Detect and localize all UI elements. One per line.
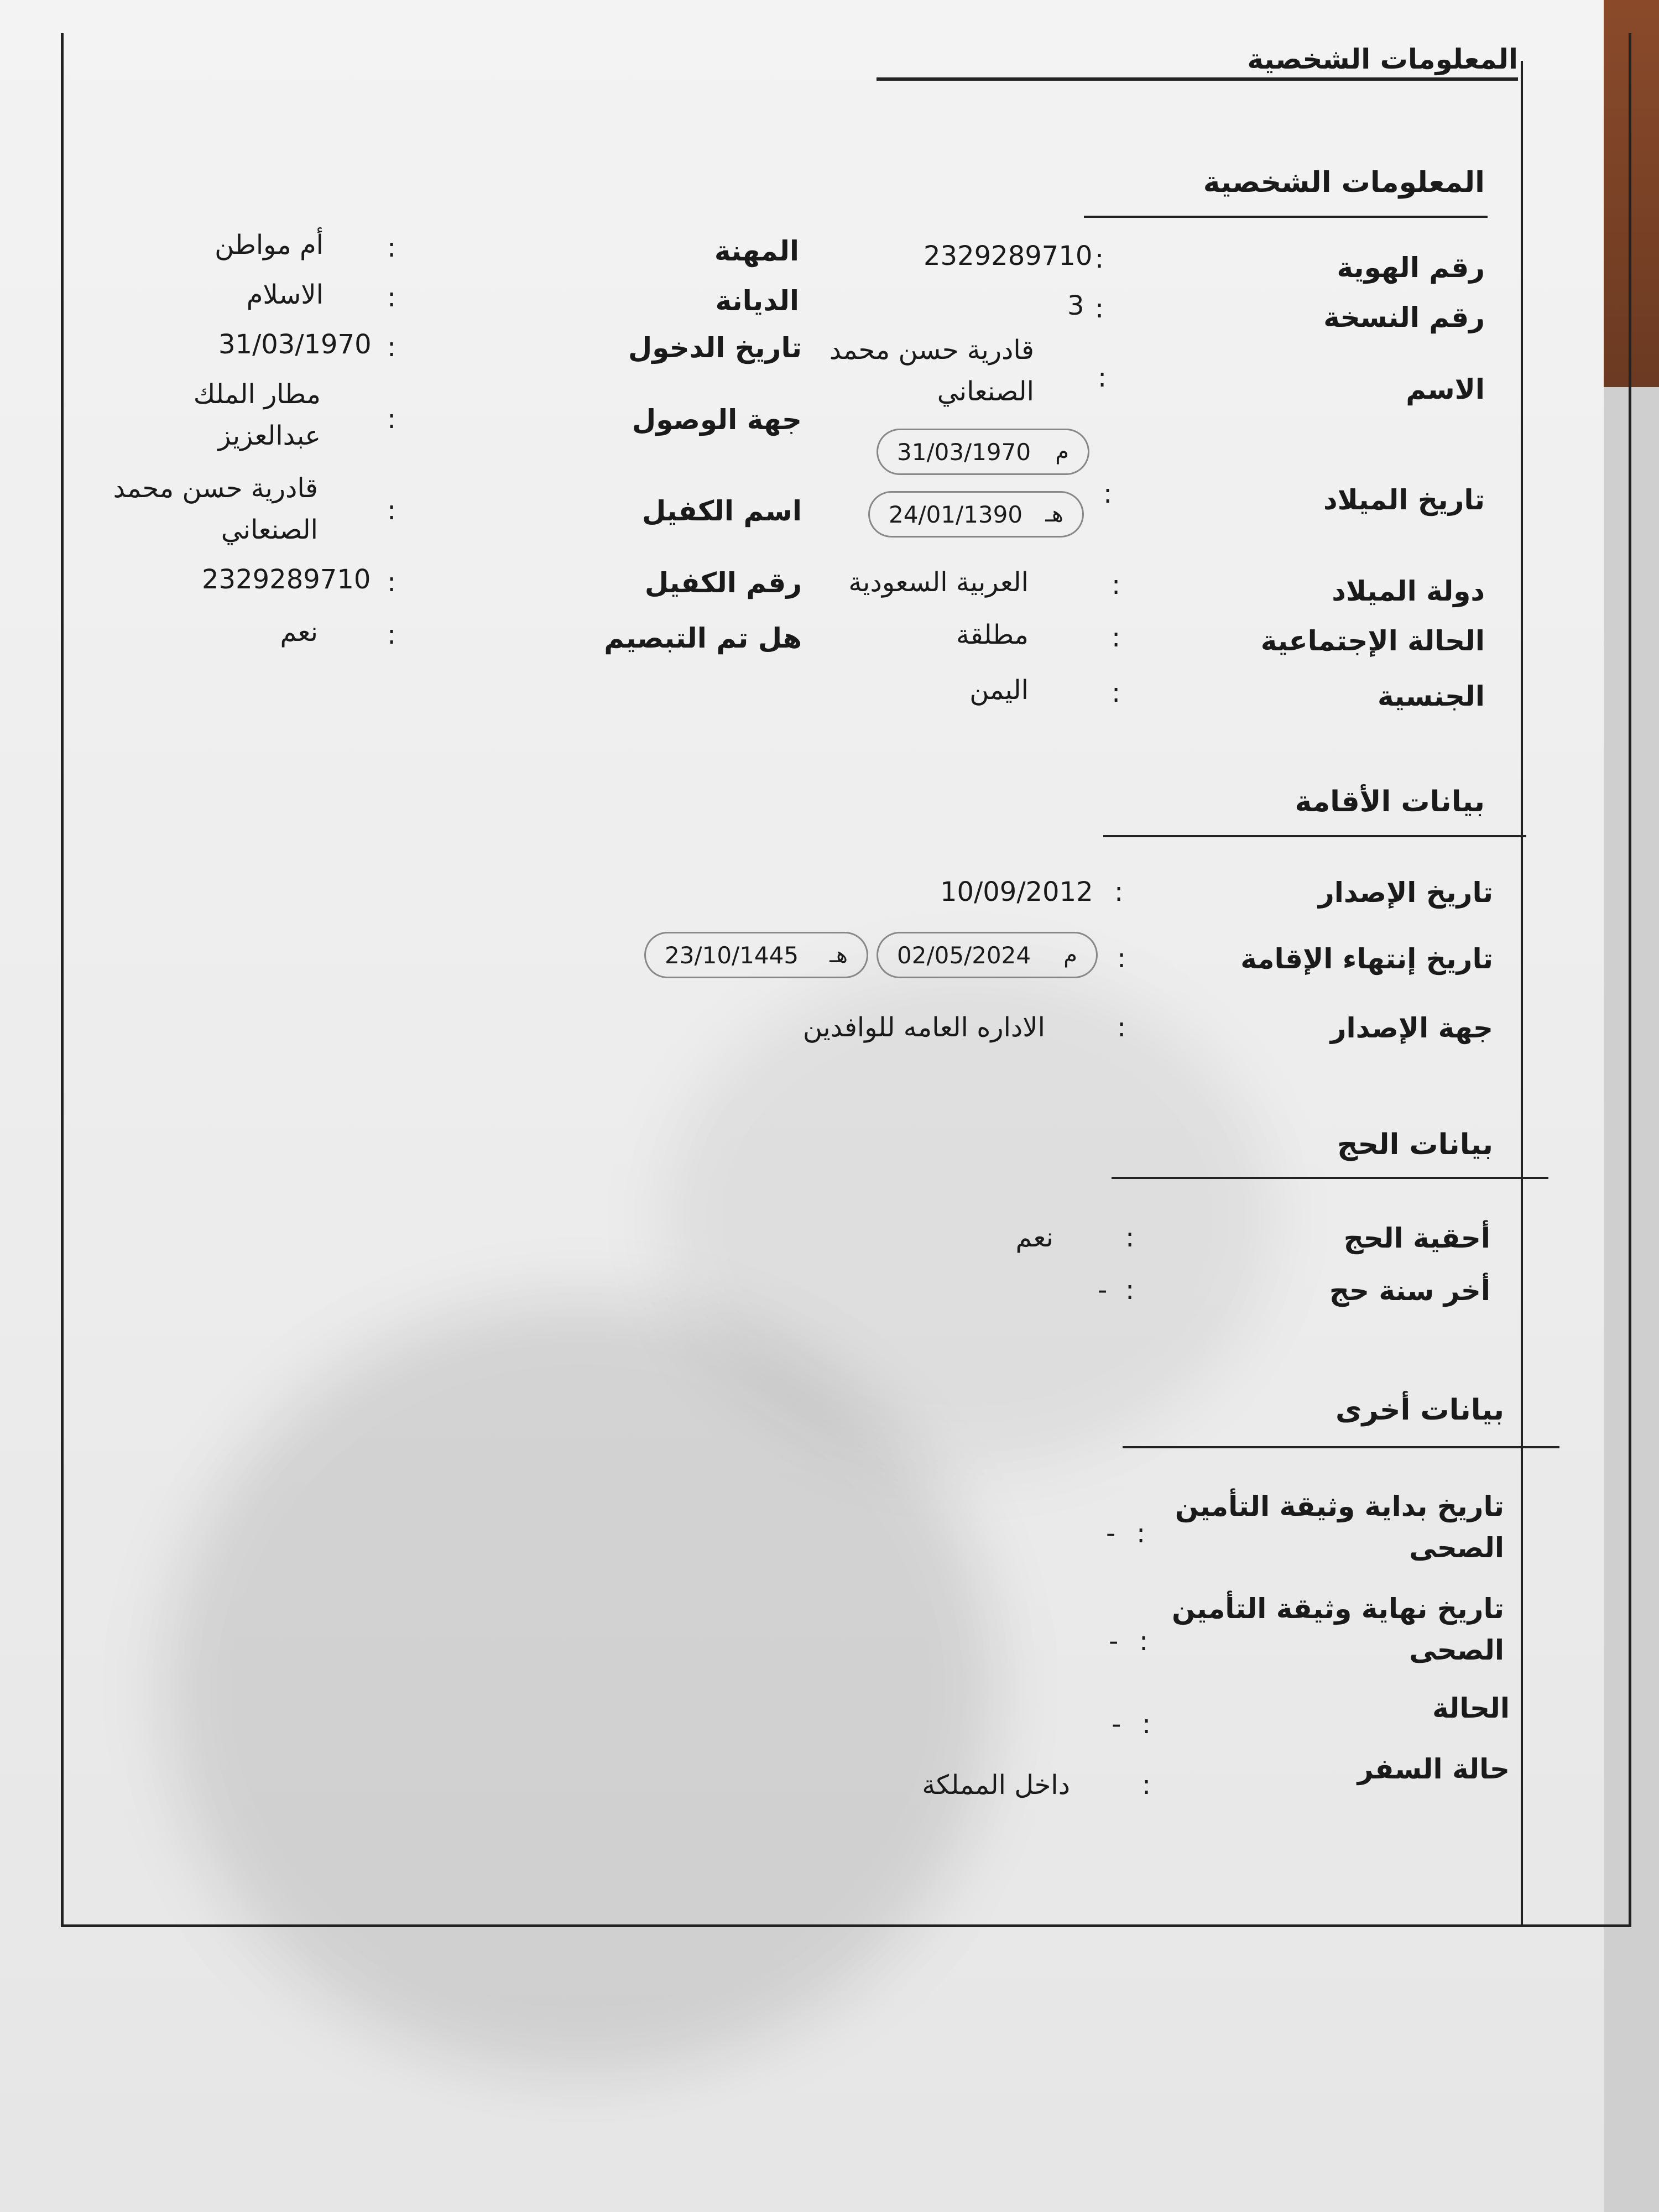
issuing-authority-label: جهة الإصدار [1330,1012,1493,1044]
colon: : [1114,877,1124,907]
status-label: الحالة [1432,1692,1510,1724]
colon: : [1095,293,1104,324]
hajj-eligibility-value: نعم [1015,1222,1053,1253]
colon: : [1142,1709,1151,1740]
birth-country-label: دولة الميلاد [1332,575,1485,607]
name-value-line1: قادرية حسن محمد [829,335,1034,366]
arrival-point-value-line2: عبدالعزيز [218,420,321,451]
section-rule [1084,216,1488,218]
travel-status-value: داخل المملكة [922,1770,1070,1801]
header-rule [877,77,1518,81]
arrival-point-label: جهة الوصول [632,404,802,436]
nationality-label: الجنسية [1378,680,1485,712]
colon: : [1103,478,1113,509]
colon: : [1112,677,1121,708]
insurance-end-label-line1: تاريخ نهاية وثيقة التأمين [1171,1593,1504,1625]
hajj-eligibility-label: أحقية الحج [1343,1222,1490,1254]
colon: : [387,232,397,263]
page-header-title: المعلومات الشخصية [1247,43,1518,75]
colon: : [1098,362,1107,393]
insurance-end-label-line2: الصحى [1409,1634,1504,1666]
birth-date-hijri-value: 24/01/1390 [889,500,1023,528]
residence-expiry-label: تاريخ إنتهاء الإقامة [1240,943,1493,975]
residence-expiry-gregorian-value: 02/05/2024 [897,941,1031,969]
birth-date-label: تاريخ الميلاد [1323,484,1485,516]
colon: : [387,567,397,598]
section-title-hajj: بيانات الحج [1337,1128,1493,1161]
colon: : [1139,1626,1149,1657]
colon: : [387,619,397,650]
colon: : [387,404,397,435]
sponsor-name-value-line2: الصنعاني [221,514,318,545]
fingerprint-label: هل تم التبصيم [604,622,802,654]
colon: : [1125,1222,1135,1253]
colon: : [387,495,397,526]
colon: : [1136,1518,1146,1549]
insurance-start-label-line2: الصحى [1409,1532,1504,1564]
entry-date-value: 31/03/1970 [218,329,372,360]
insurance-start-label-line1: تاريخ بداية وثيقة التأمين [1175,1490,1504,1522]
entry-date-label: تاريخ الدخول [628,332,802,364]
residence-expiry-gregorian [877,932,1098,978]
colon: : [387,282,397,313]
gregorian-mark: م [1055,439,1069,465]
sponsor-name-value-line1: قادرية حسن محمد [113,473,318,504]
last-hajj-year-value: - [1098,1275,1108,1306]
colon: : [1112,570,1121,601]
arrival-point-value-line1: مطار الملك [193,379,321,410]
section-title-residence: بيانات الأقامة [1295,785,1485,818]
section-rule [1103,835,1526,837]
id-label: رقم الهوية [1337,252,1485,284]
religion-label: الديانة [715,285,799,317]
nationality-value: اليمن [969,675,1029,706]
birth-date-hijri [868,491,1084,538]
name-label: الاسم [1406,373,1485,405]
religion-value: الاسلام [246,279,324,310]
colon: : [1112,622,1121,653]
colon: : [1117,1012,1126,1043]
hijri-mark: هـ [830,942,848,968]
marital-status-label: الحالة الإجتماعية [1260,625,1485,657]
colon: : [387,332,397,363]
birth-country-value: العربية السعودية [848,567,1029,598]
birth-date-gregorian [877,429,1089,475]
section-rule [1123,1446,1559,1448]
colon: : [1142,1770,1151,1801]
marital-status-value: مطلقة [956,619,1029,650]
profession-label: المهنة [714,235,799,267]
colon: : [1095,243,1104,274]
profession-value: أم مواطن [215,229,324,260]
sponsor-id-label: رقم الكفيل [644,567,802,599]
issuing-authority-value: الاداره العامه للوافدين [802,1012,1045,1043]
colon: : [1125,1275,1135,1306]
status-value: - [1112,1709,1121,1740]
fingerprint-value: نعم [280,617,318,648]
section-rule [1112,1177,1548,1179]
insurance-start-value: - [1106,1518,1116,1549]
name-value-line2: الصنعاني [937,376,1034,407]
hijri-mark: هـ [1045,502,1063,527]
issue-date-value: 10/09/2012 [940,877,1093,907]
issue-date-label: تاريخ الإصدار [1318,877,1493,909]
section-title-personal: المعلومات الشخصية [1203,166,1485,199]
birth-date-gregorian-value: 31/03/1970 [897,438,1031,466]
last-hajj-year-label: أخر سنة حج [1329,1275,1490,1307]
sponsor-id-value: 2329289710 [202,564,371,595]
residence-expiry-hijri [644,932,868,978]
sponsor-name-label: اسم الكفيل [642,495,802,527]
id-value: 2329289710 [924,241,1093,272]
insurance-end-value: - [1109,1626,1119,1657]
colon: : [1117,943,1126,974]
copy-label: رقم النسخة [1323,301,1485,333]
section-title-other: بيانات أخرى [1335,1394,1504,1427]
travel-status-label: حالة السفر [1357,1753,1510,1785]
gregorian-mark: م [1063,942,1077,968]
residence-expiry-hijri-value: 23/10/1445 [665,941,799,969]
copy-value: 3 [1067,290,1084,321]
